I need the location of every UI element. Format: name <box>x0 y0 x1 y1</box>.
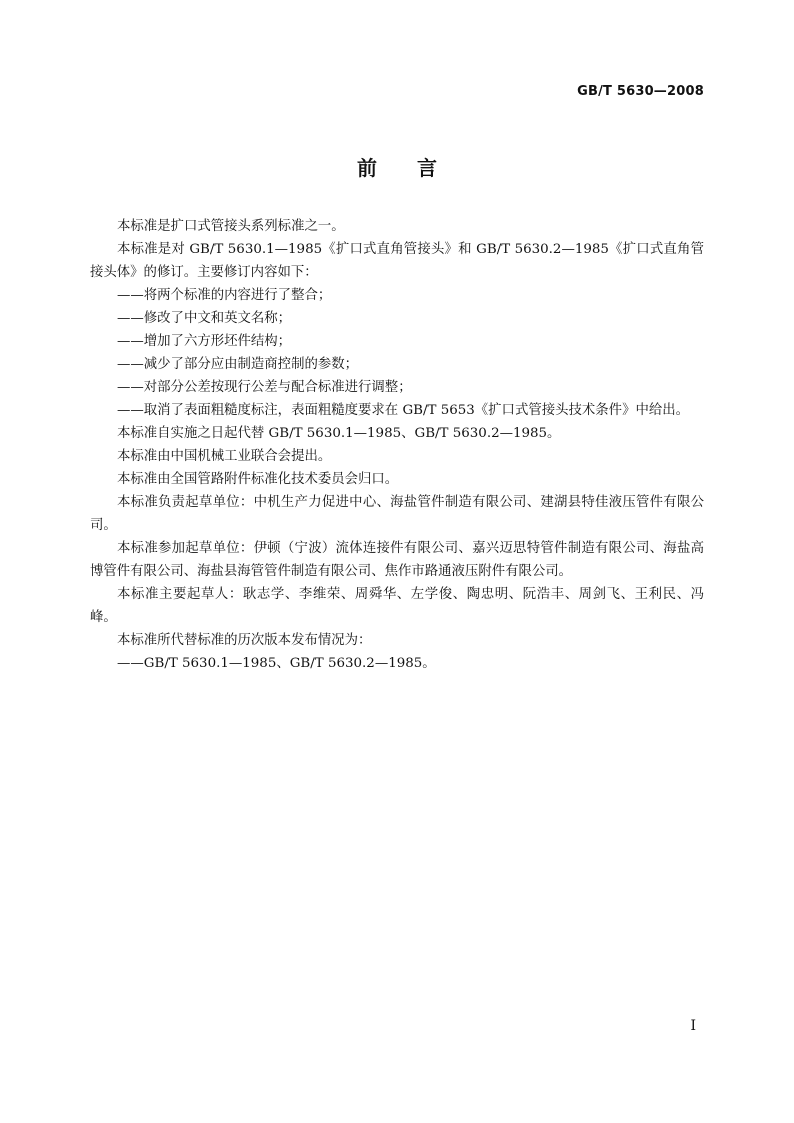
foreword-body <box>90 215 704 675</box>
title-char-2: 言 <box>417 156 437 180</box>
paragraph: 本标准所代替标准的历次版本发布情况为： <box>117 633 372 648</box>
page-number: I <box>690 1018 696 1034</box>
list-item: ——减少了部分应由制造商控制的参数； <box>117 357 359 372</box>
list-item: ——取消了表面粗糙度标注，表面粗糙度要求在 GB/T 5653《扩口式管接头技术条件》中给出。 <box>117 403 690 418</box>
list-item: ——修改了中文和英文名称； <box>117 311 292 326</box>
list-item: ——将两个标准的内容进行了整合； <box>117 288 332 303</box>
paragraph: 本标准自实施之日起代替 GB/T 5630.1—1985、GB/T 5630.2—1985。 <box>117 426 561 441</box>
page-title <box>0 152 794 181</box>
standard-code: GB/T 5630—2008 <box>577 84 704 99</box>
paragraph: 本标准由中国机械工业联合会提出。 <box>117 449 332 464</box>
list-item: ——GB/T 5630.1—1985、GB/T 5630.2—1985。 <box>117 656 436 671</box>
paragraph: 本标准是扩口式管接头系列标准之一。 <box>117 219 345 234</box>
paragraph: 本标准主要起草人：耿志学、李维荣、周舜华、左学俊、陶忠明、阮浩丰、周剑飞、王利民、冯峰。 <box>90 587 704 625</box>
paragraph: 本标准参加起草单位：伊顿（宁波）流体连接件有限公司、嘉兴迈思特管件制造有限公司、海盐高博管件有限公司、海盐县海管管件制造有限公司、焦作市路通液压附件有限公司。 <box>90 541 704 579</box>
list-item: ——增加了六方形坯件结构； <box>117 334 292 349</box>
list-item: ——对部分公差按现行公差与配合标准进行调整； <box>117 380 412 395</box>
paragraph: 本标准负责起草单位：中机生产力促进中心、海盐管件制造有限公司、建湖县特佳液压管件有限公司。 <box>90 495 704 533</box>
paragraph: 本标准是对 GB/T 5630.1—1985《扩口式直角管接头》和 GB/T 5630.2—1985《扩口式直角管接头体》的修订。主要修订内容如下： <box>90 242 704 280</box>
title-char-1: 前 <box>357 156 377 180</box>
paragraph: 本标准由全国管路附件标准化技术委员会归口。 <box>117 472 399 487</box>
